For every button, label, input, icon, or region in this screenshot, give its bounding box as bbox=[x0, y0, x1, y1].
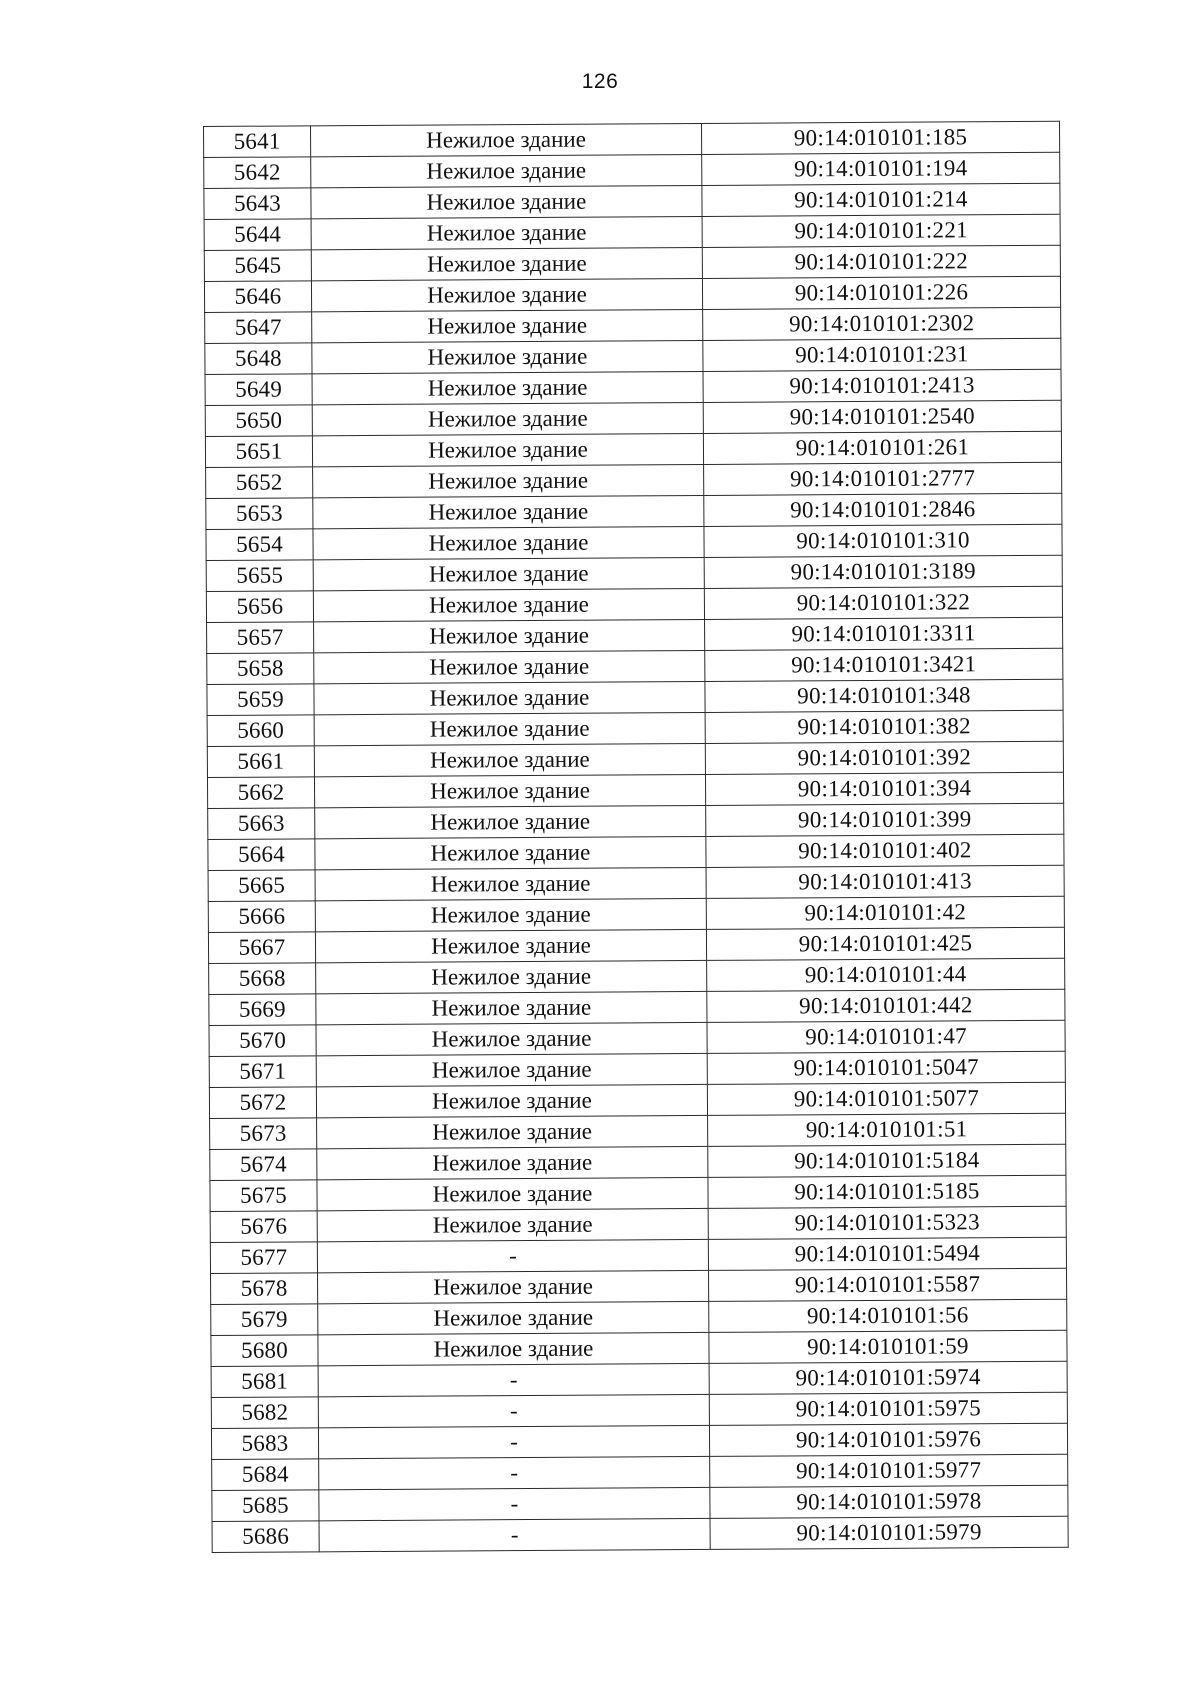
row-number-cell: 5681 bbox=[211, 1366, 318, 1398]
row-number-cell: 5647 bbox=[205, 312, 312, 344]
object-name-cell: Нежилое здание bbox=[316, 991, 707, 1024]
row-number-cell: 5664 bbox=[208, 839, 315, 871]
object-name-cell: Нежилое здание bbox=[314, 650, 705, 683]
row-number-cell: 5643 bbox=[204, 188, 311, 220]
object-name-cell: Нежилое здание bbox=[312, 371, 703, 404]
row-number-cell: 5672 bbox=[209, 1087, 316, 1119]
object-name-cell: Нежилое здание bbox=[312, 309, 703, 342]
cadastral-number-cell: 90:14:010101:5184 bbox=[708, 1144, 1066, 1177]
row-number-cell: 5641 bbox=[204, 126, 311, 158]
row-number-cell: 5654 bbox=[206, 529, 313, 561]
object-name-cell: - bbox=[318, 1425, 709, 1458]
row-number-cell: 5646 bbox=[204, 281, 311, 313]
cadastral-number-cell: 90:14:010101:402 bbox=[706, 834, 1064, 867]
object-name-cell: Нежилое здание bbox=[312, 340, 703, 373]
row-number-cell: 5653 bbox=[206, 498, 313, 530]
cadastral-number-cell: 90:14:010101:348 bbox=[705, 679, 1063, 712]
cadastral-number-cell: 90:14:010101:5494 bbox=[708, 1237, 1066, 1270]
row-number-cell: 5659 bbox=[207, 684, 314, 716]
cadastral-number-cell: 90:14:010101:226 bbox=[702, 276, 1060, 309]
row-number-cell: 5648 bbox=[205, 343, 312, 375]
object-name-cell: Нежилое здание bbox=[315, 836, 706, 869]
cadastral-number-cell: 90:14:010101:382 bbox=[705, 710, 1063, 743]
row-number-cell: 5657 bbox=[207, 622, 314, 654]
object-name-cell: Нежилое здание bbox=[318, 1332, 709, 1365]
cadastral-number-cell: 90:14:010101:5077 bbox=[707, 1082, 1065, 1115]
row-number-cell: 5668 bbox=[209, 963, 316, 995]
cadastral-number-cell: 90:14:010101:59 bbox=[709, 1330, 1067, 1363]
row-number-cell: 5656 bbox=[206, 591, 313, 623]
cadastral-number-cell: 90:14:010101:5974 bbox=[709, 1361, 1067, 1394]
table-row bbox=[212, 1516, 1068, 1552]
cadastral-number-cell: 90:14:010101:310 bbox=[704, 524, 1062, 557]
object-name-cell: Нежилое здание bbox=[311, 123, 702, 156]
cadastral-number-cell: 90:14:010101:442 bbox=[707, 989, 1065, 1022]
cadastral-number-cell: 90:14:010101:425 bbox=[706, 927, 1064, 960]
object-name-cell: - bbox=[317, 1239, 708, 1272]
row-number-cell: 5673 bbox=[210, 1118, 317, 1150]
cadastral-number-cell: 90:14:010101:261 bbox=[703, 431, 1061, 464]
cadastral-number-cell: 90:14:010101:2413 bbox=[703, 369, 1061, 402]
object-name-cell: Нежилое здание bbox=[311, 216, 702, 249]
row-number-cell: 5679 bbox=[211, 1304, 318, 1336]
object-name-cell: - bbox=[318, 1363, 709, 1396]
cadastral-number-cell: 90:14:010101:5185 bbox=[708, 1175, 1066, 1208]
object-name-cell: Нежилое здание bbox=[314, 619, 705, 652]
page-number: 126 bbox=[581, 70, 619, 93]
object-name-cell: Нежилое здание bbox=[317, 1146, 708, 1179]
row-number-cell: 5663 bbox=[208, 808, 315, 840]
object-name-cell: - bbox=[318, 1394, 709, 1427]
row-number-cell: 5676 bbox=[210, 1211, 317, 1243]
cadastral-number-cell: 90:14:010101:5977 bbox=[710, 1454, 1068, 1487]
cadastral-number-cell: 90:14:010101:2540 bbox=[703, 400, 1061, 433]
object-name-cell: Нежилое здание bbox=[315, 929, 706, 962]
cadastral-number-cell: 90:14:010101:2846 bbox=[704, 493, 1062, 526]
object-name-cell: Нежилое здание bbox=[316, 960, 707, 993]
cadastral-number-cell: 90:14:010101:2777 bbox=[704, 462, 1062, 495]
object-name-cell: Нежилое здание bbox=[318, 1270, 709, 1303]
row-number-cell: 5649 bbox=[205, 374, 312, 406]
row-number-cell: 5684 bbox=[212, 1459, 319, 1491]
object-name-cell: Нежилое здание bbox=[316, 1084, 707, 1117]
cadastral-number-cell: 90:14:010101:5975 bbox=[709, 1392, 1067, 1425]
row-number-cell: 5674 bbox=[210, 1149, 317, 1181]
row-number-cell: 5669 bbox=[209, 994, 316, 1026]
object-name-cell: Нежилое здание bbox=[316, 1053, 707, 1086]
object-name-cell: Нежилое здание bbox=[317, 1177, 708, 1210]
row-number-cell: 5650 bbox=[205, 405, 312, 437]
object-name-cell: Нежилое здание bbox=[313, 588, 704, 621]
cadastral-number-cell: 90:14:010101:222 bbox=[702, 245, 1060, 278]
cadastral-number-cell: 90:14:010101:3311 bbox=[705, 617, 1063, 650]
cadastral-number-cell: 90:14:010101:51 bbox=[708, 1113, 1066, 1146]
cadastral-number-cell: 90:14:010101:221 bbox=[702, 214, 1060, 247]
object-name-cell: Нежилое здание bbox=[312, 433, 703, 466]
cadastral-number-cell: 90:14:010101:185 bbox=[701, 121, 1059, 154]
row-number-cell: 5677 bbox=[210, 1242, 317, 1274]
cadastral-number-cell: 90:14:010101:5976 bbox=[709, 1423, 1067, 1456]
row-number-cell: 5665 bbox=[208, 870, 315, 902]
object-name-cell: Нежилое здание bbox=[312, 402, 703, 435]
cadastral-number-cell: 90:14:010101:399 bbox=[706, 803, 1064, 836]
row-number-cell: 5645 bbox=[204, 250, 311, 282]
object-name-cell: Нежилое здание bbox=[317, 1208, 708, 1241]
registry-table-body bbox=[204, 121, 1069, 1552]
cadastral-number-cell: 90:14:010101:44 bbox=[707, 958, 1065, 991]
object-name-cell: Нежилое здание bbox=[315, 898, 706, 931]
object-name-cell: Нежилое здание bbox=[314, 774, 705, 807]
object-name-cell: Нежилое здание bbox=[318, 1301, 709, 1334]
registry-table bbox=[203, 121, 1069, 1553]
object-name-cell: Нежилое здание bbox=[311, 278, 702, 311]
cadastral-number-cell: 90:14:010101:214 bbox=[702, 183, 1060, 216]
object-name-cell: Нежилое здание bbox=[314, 712, 705, 745]
object-name-cell: Нежилое здание bbox=[314, 681, 705, 714]
object-name-cell: - bbox=[319, 1487, 710, 1520]
object-name-cell: Нежилое здание bbox=[315, 805, 706, 838]
cadastral-number-cell: 90:14:010101:3189 bbox=[704, 555, 1062, 588]
object-name-cell: Нежилое здание bbox=[313, 526, 704, 559]
row-number-cell: 5683 bbox=[211, 1428, 318, 1460]
row-number-cell: 5644 bbox=[204, 219, 311, 251]
object-name-cell: - bbox=[319, 1518, 710, 1551]
row-number-cell: 5660 bbox=[207, 715, 314, 747]
row-number-cell: 5658 bbox=[207, 653, 314, 685]
object-name-cell: Нежилое здание bbox=[313, 495, 704, 528]
row-number-cell: 5680 bbox=[211, 1335, 318, 1367]
object-name-cell: Нежилое здание bbox=[313, 557, 704, 590]
object-name-cell: Нежилое здание bbox=[313, 464, 704, 497]
cadastral-number-cell: 90:14:010101:5979 bbox=[710, 1516, 1068, 1549]
cadastral-number-cell: 90:14:010101:5978 bbox=[710, 1485, 1068, 1518]
row-number-cell: 5661 bbox=[207, 746, 314, 778]
cadastral-number-cell: 90:14:010101:5047 bbox=[707, 1051, 1065, 1084]
row-number-cell: 5651 bbox=[205, 436, 312, 468]
object-name-cell: Нежилое здание bbox=[317, 1115, 708, 1148]
row-number-cell: 5675 bbox=[210, 1180, 317, 1212]
object-name-cell: - bbox=[319, 1456, 710, 1489]
row-number-cell: 5670 bbox=[209, 1025, 316, 1057]
cadastral-number-cell: 90:14:010101:56 bbox=[709, 1299, 1067, 1332]
row-number-cell: 5642 bbox=[204, 157, 311, 189]
cadastral-number-cell: 90:14:010101:413 bbox=[706, 865, 1064, 898]
cadastral-number-cell: 90:14:010101:3421 bbox=[705, 648, 1063, 681]
row-number-cell: 5685 bbox=[212, 1490, 319, 1522]
object-name-cell: Нежилое здание bbox=[314, 743, 705, 776]
row-number-cell: 5662 bbox=[207, 777, 314, 809]
cadastral-number-cell: 90:14:010101:2302 bbox=[703, 307, 1061, 340]
cadastral-number-cell: 90:14:010101:322 bbox=[704, 586, 1062, 619]
object-name-cell: Нежилое здание bbox=[315, 867, 706, 900]
cadastral-number-cell: 90:14:010101:47 bbox=[707, 1020, 1065, 1053]
cadastral-number-cell: 90:14:010101:394 bbox=[705, 772, 1063, 805]
cadastral-number-cell: 90:14:010101:194 bbox=[702, 152, 1060, 185]
cadastral-number-cell: 90:14:010101:42 bbox=[706, 896, 1064, 929]
object-name-cell: Нежилое здание bbox=[311, 247, 702, 280]
cadastral-number-cell: 90:14:010101:5323 bbox=[708, 1206, 1066, 1239]
object-name-cell: Нежилое здание bbox=[311, 154, 702, 187]
cadastral-number-cell: 90:14:010101:231 bbox=[703, 338, 1061, 371]
row-number-cell: 5682 bbox=[211, 1397, 318, 1429]
row-number-cell: 5671 bbox=[209, 1056, 316, 1088]
row-number-cell: 5678 bbox=[211, 1273, 318, 1305]
row-number-cell: 5666 bbox=[208, 901, 315, 933]
row-number-cell: 5655 bbox=[206, 560, 313, 592]
row-number-cell: 5686 bbox=[212, 1521, 319, 1553]
cadastral-number-cell: 90:14:010101:392 bbox=[705, 741, 1063, 774]
cadastral-number-cell: 90:14:010101:5587 bbox=[709, 1268, 1067, 1301]
row-number-cell: 5667 bbox=[208, 932, 315, 964]
object-name-cell: Нежилое здание bbox=[311, 185, 702, 218]
row-number-cell: 5652 bbox=[206, 467, 313, 499]
object-name-cell: Нежилое здание bbox=[316, 1022, 707, 1055]
